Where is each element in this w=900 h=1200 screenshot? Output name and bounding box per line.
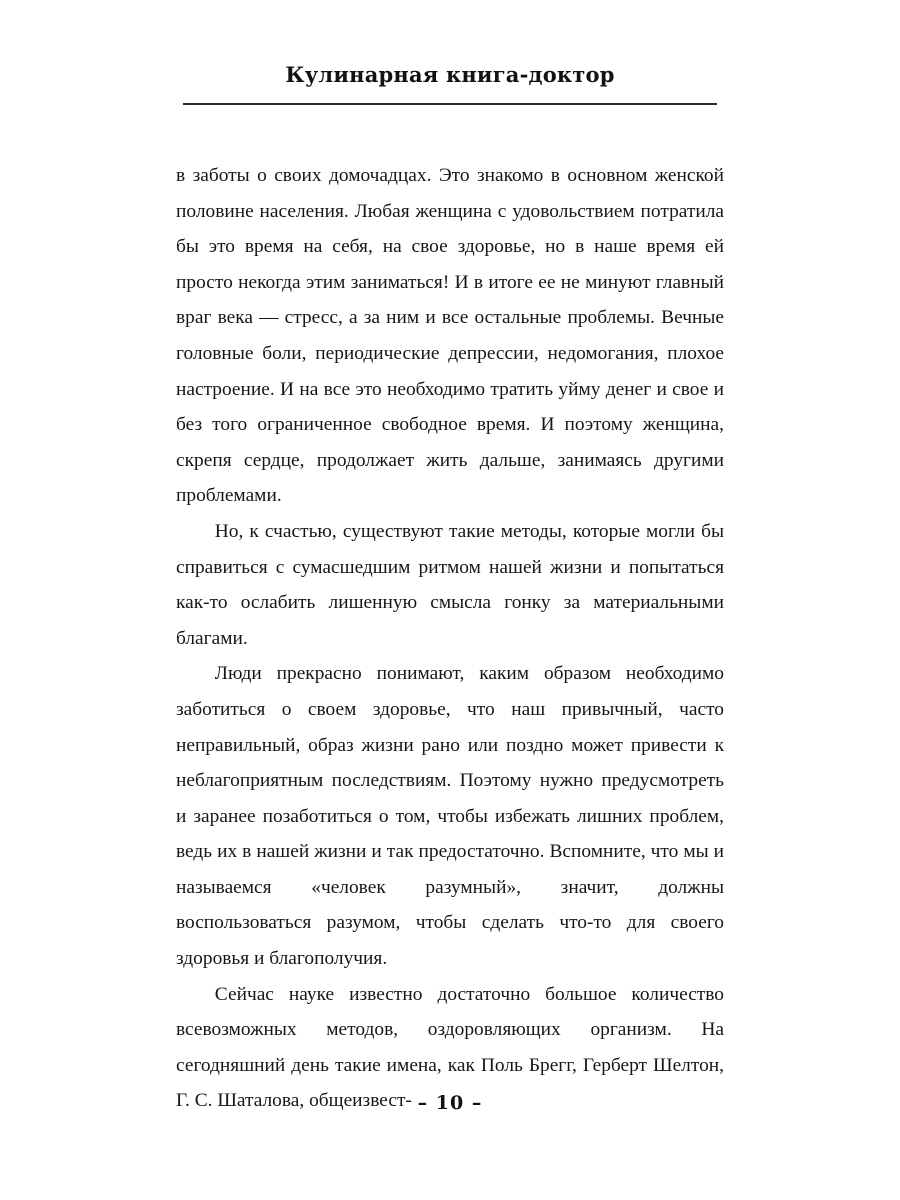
running-head — [0, 62, 900, 87]
header-divider — [183, 103, 717, 105]
paragraph: в заботы о своих домочадцах. Это знакомо в основном женской половине населения. Любая женщина с удовольствием потратила бы это время на себя, на свое здоровье, но в наше время ей просто некогда этим заниматься! И в итоге ее не минуют главный враг века — стресс, а за ним и все остальные проблемы. Вечные головные боли, периодические депрессии, недомогания, плохое настроение. И на все это необходимо тратить уйму денег и свое и без того ограниченное свободное время. И поэтому женщина, скрепя сердце, продолжает жить дальше, занимаясь другими проблемами. — [176, 165, 724, 507]
paragraph: Но, к счастью, существуют такие методы, которые могли бы справиться с сумасшедшим ритмом нашей жизни и попытаться как-то ослабить лишенную смысла гонку за материальными благами. — [176, 520, 724, 649]
paragraph: Сейчас науке известно достаточно большое количество всевозможных методов, оздоровляющих организм. На сегодняшний день такие имена, как Поль Брегг, Герберт Шелтон, Г. С. Шаталова, общеизвест- — [176, 983, 724, 1112]
running-head-title: Кулинарная книга-доктор — [285, 62, 615, 87]
paragraph: Люди прекрасно понимают, каким образом необходимо заботиться о своем здоровье, что наш привычный, часто неправильный, образ жизни рано или поздно может привести к неблагоприятным последствиям. Поэтому нужно предусмотреть и заранее позаботиться о том, чтобы избежать лишних проблем, ведь их в нашей жизни и так предостаточно. Вспомните, что мы и называемся «человек разумный», значит, должны воспользоваться разумом, чтобы сделать что-то для своего здоровья и благополучия. — [176, 663, 724, 970]
body-text — [176, 158, 724, 1119]
page-number: – 10 – — [417, 1092, 483, 1114]
